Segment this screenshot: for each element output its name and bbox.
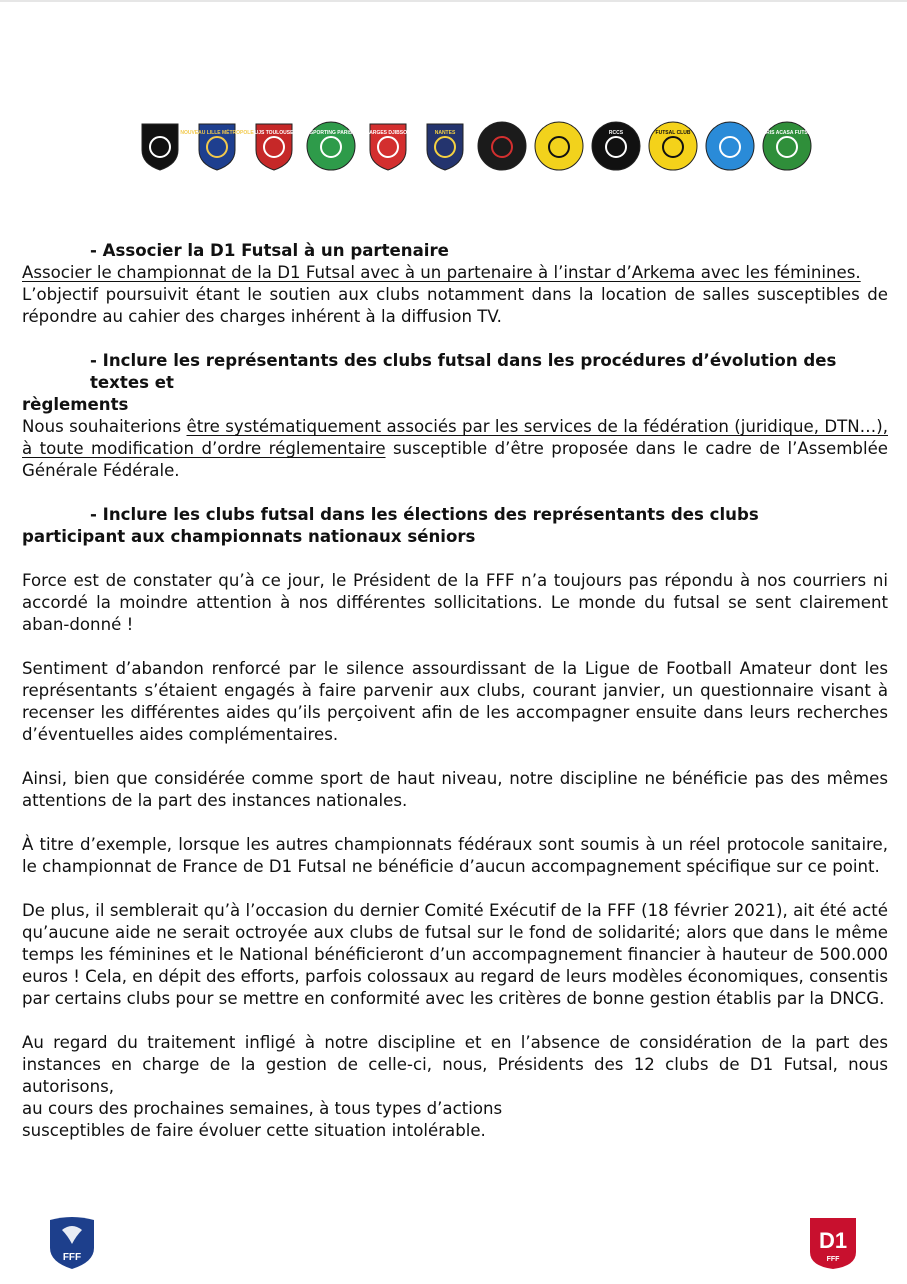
svg-text:PARIS ACASA FUTSAL: PARIS ACASA FUTSAL [759,130,815,136]
club-logo-10 [647,120,699,172]
section2-underlined: être systématiquement associés par les services de la fédération (juridique, DTN…), à toute modification d’ordre réglementaire [22,417,888,458]
club-logo-2 [180,120,254,172]
section3-heading-line1: - Inclure les clubs futsal dans les élections des représentants des clubs [90,505,759,524]
closing-paragraph: Au regard du traitement infligé à notre discipline et en l’absence de considération de la part des instances en charge de la gestion de celle-ci, nous, Présidents des 12 clubs de D1 Futsal, nous autorisons, [22,1033,888,1096]
paragraph-5: De plus, il semblerait qu’à l’occasion du dernier Comité Exécutif de la FFF (18 février 2021), ait été acté qu’aucune aide ne serait octroyée aux clubs de futsal sur le fond de solidarité; alors que dans le même temps les féminines et le National bénéficieront d’un accompagnement financier à hauteur de 500.000 euros ! Cela, en dépit des efforts, parfois colossaux au regard de leurs modèles économiques, consentis par certains clubs pour se mettre en conformité avec les critères de bonne gestion établis par la DNCG. [22,901,888,1008]
paragraph-3: Ainsi, bien que considérée comme sport de haut niveau, notre discipline ne bénéficie pas des mêmes attentions de la part des instances nationales. [22,769,888,810]
section1-underlined: Associer le championnat de la D1 Futsal avec à un partenaire à l’instar d’Arkema avec les féminines. [22,263,861,282]
club-logo-7 [476,120,528,172]
paragraph-4: À titre d’exemple, lorsque les autres championnats fédéraux sont soumis à un réel protocole sanitaire, le championnat de France de D1 Futsal ne bénéficie d’aucun accompagnement spécifique sur ce point. [22,835,888,876]
paragraph-2: Sentiment d’abandon renforcé par le silence assourdissant de la Ligue de Football Amateur dont les représentants s’étaient engagés à faire parvenir aux clubs, courant janvier, un questionnaire visant à recenser les différentes aides qu’ils perçoivent afin de les accompagner ensuite dans leurs recherches d’éventuelles aides complémentaires. [22,659,888,744]
svg-text:FFF: FFF [62,1252,82,1263]
club-logo-4 [305,120,357,172]
fff-logo [46,1214,98,1270]
section2-body: Nous souhaiterions être systématiquement associés par les services de la fédération (juridique, DTN…), à toute modification d’ordre réglementaire susceptible d’être proposée dans le cadre de l’Assemblée Générale Fédérale. [22,417,888,480]
document-body [22,240,888,1142]
svg-text:GARGES DJIBSON: GARGES DJIBSON [365,130,411,136]
top-border [0,0,907,2]
club-logo-12 [761,120,813,172]
closing-line-3: au cours des prochaines semaines, à tous types d’actions [22,1099,503,1118]
svg-text:UJS TOULOUSE: UJS TOULOUSE [254,130,294,136]
svg-text:NANTES: NANTES [434,130,456,136]
section3-heading-line2: participant aux championnats nationaux séniors [22,527,476,546]
club-logo-3 [248,120,300,172]
club-logo-6 [419,120,471,172]
section1-body: L’objectif poursuivit étant le soutien aux clubs notamment dans la location de salles susceptibles de répondre au cahier des charges inhérent à la diffusion TV. [22,285,888,326]
closing-line-4: susceptibles de faire évoluer cette situation intolérable. [22,1121,486,1140]
club-logo-1 [134,120,186,172]
paragraph-1: Force est de constater qu’à ce jour, le Président de la FFF n’a toujours pas répondu à nos courriers ni accordé la moindre attention à nos différentes sollicitations. Le monde du futsal se sent clairement aban-donné ! [22,571,888,634]
section1-heading: - Associer la D1 Futsal à un partenaire [90,241,449,260]
svg-text:D1: D1 [818,1228,848,1253]
section2-heading-line1: - Inclure les représentants des clubs futsal dans les procédures d’évolution des textes et [90,351,837,392]
svg-text:FUTSAL CLUB: FUTSAL CLUB [655,130,691,136]
club-logo-9 [590,120,642,172]
section2-heading-line2: règlements [22,395,129,414]
svg-text:NOUVEAU LILLE MÉTROPOLE: NOUVEAU LILLE MÉTROPOLE [180,130,254,136]
svg-text:SPORTING PARIS: SPORTING PARIS [309,130,353,136]
club-logo-11 [704,120,756,172]
d1-logo [804,1212,862,1270]
club-logo-5 [362,120,414,172]
club-logo-8 [533,120,585,172]
svg-text:FFF: FFF [826,1256,840,1263]
club-logos-row [134,120,815,174]
svg-text:RCCS: RCCS [608,130,624,136]
